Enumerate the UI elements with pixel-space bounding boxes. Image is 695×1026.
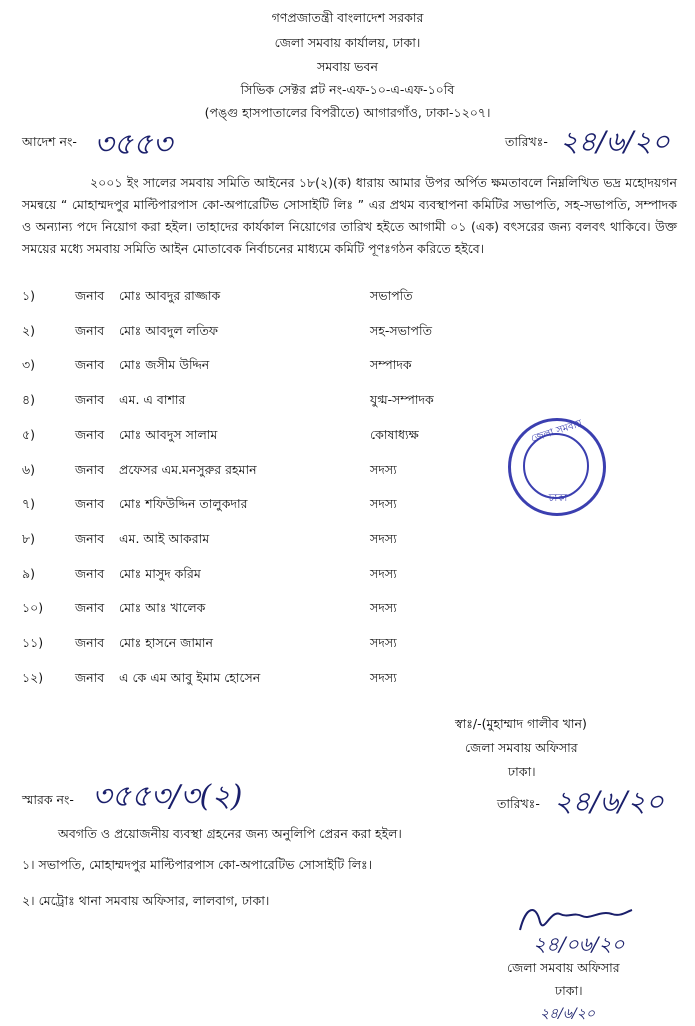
order-number-handwritten: ৩৫৫৩ <box>94 127 172 162</box>
member-title: জনাব <box>75 426 105 442</box>
memo-date-label: তারিখঃ- <box>497 796 540 811</box>
member-number: ৭) <box>22 496 36 512</box>
signature-line-1: স্বাঃ/-(মুহাম্মাদ গালীব খান) <box>455 716 587 731</box>
official-seal <box>508 418 606 516</box>
member-number: ৯) <box>22 565 35 581</box>
memo-number-label: স্মারক নং- <box>22 792 74 807</box>
member-post: সদস্য <box>370 530 397 546</box>
member-name: মোঃ আবদুল লতিফ <box>119 322 219 338</box>
member-title: জনাব <box>75 322 105 338</box>
member-number: ১) <box>22 288 35 303</box>
member-title: জনাব <box>75 357 105 373</box>
member-number: ১১) <box>22 635 44 650</box>
footer-line-1: জেলা সমবায় অফিসার <box>507 960 620 975</box>
header-line-2: জেলা সমবায় কার্যালয়, ঢাকা। <box>274 35 421 50</box>
member-post: সদস্য <box>370 669 397 685</box>
order-date-handwritten: ২৪/৬/২০ <box>560 125 670 158</box>
member-number: ৩) <box>22 357 36 373</box>
member-name: মোঃ মাসুদ করিম <box>119 565 201 581</box>
member-row <box>0 392 695 414</box>
signature-line-3: ঢাকা। <box>508 764 536 779</box>
member-name: মোঃ জসীম উদ্দিন <box>119 357 210 373</box>
order-number-label: আদেশ নং- <box>22 134 77 149</box>
member-post: সদস্য <box>370 461 397 477</box>
member-number: ৮) <box>22 530 35 546</box>
member-post: সদস্য <box>370 496 397 512</box>
member-post: কোষাধ্যক্ষ <box>370 426 419 442</box>
seal-bottom-text: ঢাকা <box>548 493 568 504</box>
footer-date-handwritten: ২৪/০৬/২০ <box>533 932 625 956</box>
footer-bottom-handwritten: ২৪/৬/২০ <box>540 1006 595 1022</box>
member-name: এ কে এম আবু ইমাম হোসেন <box>119 669 261 685</box>
order-date-label: তারিখঃ- <box>505 134 548 149</box>
member-row <box>0 600 695 622</box>
member-post: সভাপতি <box>370 288 413 303</box>
member-post: সহ-সভাপতি <box>370 322 432 338</box>
member-row <box>0 670 695 692</box>
member-name: মোঃ হাসনে জামান <box>119 635 214 650</box>
seal-top-text: জেলা সমবায় <box>529 418 584 445</box>
member-name: প্রফেসর এম.মনসুরুর রহমান <box>119 461 257 477</box>
member-name: এম. আই আকরাম <box>119 530 210 546</box>
member-title: জনাব <box>75 669 105 685</box>
member-name: মোঃ আবদুস সালাম <box>119 426 218 442</box>
member-title: জনাব <box>75 565 105 581</box>
member-title: জনাব <box>75 496 105 512</box>
member-row <box>0 635 695 657</box>
header-line-5: (পঙ্গু হাসপাতালের বিপরীতে) আগারগাঁও, ঢাকা-১২০৭। <box>204 105 491 120</box>
member-post: সদস্য <box>370 565 397 581</box>
member-title: জনাব <box>75 530 105 546</box>
member-title: জনাব <box>75 600 105 616</box>
header-line-3: সমবায় ভবন <box>317 59 378 74</box>
member-post: সদস্য <box>370 600 397 616</box>
member-row <box>0 288 695 310</box>
signature-line-2: জেলা সমবায় অফিসার <box>465 740 578 755</box>
member-number: ১২) <box>22 669 44 685</box>
body-paragraph: ২০০১ ইং সালের সমবায় সমিতি আইনের ১৮(২)(ক) ধারায় আমার উপর অর্পিত ক্ষমতাবলে নিম্নলিখিত ভদ্র মহোদয়গন সমন্বয়ে “ মোহাম্মদপুর মাল্টিপারপাস কো-অপারেটিভ সোসাইটি লিঃ ” এর প্রথম ব্যবস্থাপনা কমিটির সভাপতি, সহ-সভাপতি, সম্পাদক ও অন্যান্য পদে নিয়োগ করা হইল। তাহাদের কার্যকাল নিয়োগের তারিখ হইতে আগামী ০১ (এক) বৎসরের জন্য বলবৎ থাকিবে। উক্ত সময়ের মধ্যে সমবায় সমিতি আইন মোতাবেক নির্বাচনের মাধ্যমে কমিটি পূণঃগঠন করিতে হইবে। <box>22 175 677 256</box>
memo-number-handwritten: ৩৫৫৩/৩(২) <box>92 779 243 814</box>
member-name: মোঃ আবদুর রাজ্জাক <box>119 288 221 303</box>
copy-item-1: ১। সভাপতি, মোহাম্মদপুর মাল্টিপারপাস কো-অপারেটিভ সোসাইটি লিঃ। <box>22 857 373 872</box>
footer-line-2: ঢাকা। <box>555 983 583 998</box>
member-title: জনাব <box>75 392 105 408</box>
member-post: যুগ্ম-সম্পাদক <box>370 392 434 408</box>
member-number: ১০) <box>22 600 44 616</box>
member-row <box>0 566 695 588</box>
member-name: মোঃ শফিউদ্দিন তালুকদার <box>119 496 248 512</box>
member-number: ২) <box>22 322 36 338</box>
member-row <box>0 323 695 345</box>
member-row <box>0 357 695 379</box>
member-title: জনাব <box>75 635 105 650</box>
member-post: সম্পাদক <box>370 357 412 373</box>
member-number: ৬) <box>22 461 36 477</box>
header-line-4: সিভিক সেক্টর প্লট নং-এফ-১০-এ-এফ-১০বি <box>240 82 455 97</box>
member-name: মোঃ আঃ খালেক <box>119 600 206 616</box>
member-title: জনাব <box>75 288 105 303</box>
memo-date-handwritten: ২৪/৬/২০ <box>554 785 664 818</box>
member-name: এম. এ বাশার <box>119 392 186 408</box>
member-number: ৪) <box>22 392 35 408</box>
member-title: জনাব <box>75 461 105 477</box>
member-number: ৫) <box>22 426 35 442</box>
copy-item-2: ২। মেট্রোঃ থানা সমবায় অফিসার, লালবাগ, ঢাকা। <box>22 893 270 908</box>
member-row <box>0 531 695 553</box>
header-line-1: গণপ্রজাতন্ত্রী বাংলাদেশ সরকার <box>271 10 424 25</box>
member-post: সদস্য <box>370 635 397 650</box>
copy-note: অবগতি ও প্রয়োজনীয় ব্যবস্থা গ্রহনের জন্য অনুলিপি প্রেরন করা হইল। <box>58 826 402 841</box>
